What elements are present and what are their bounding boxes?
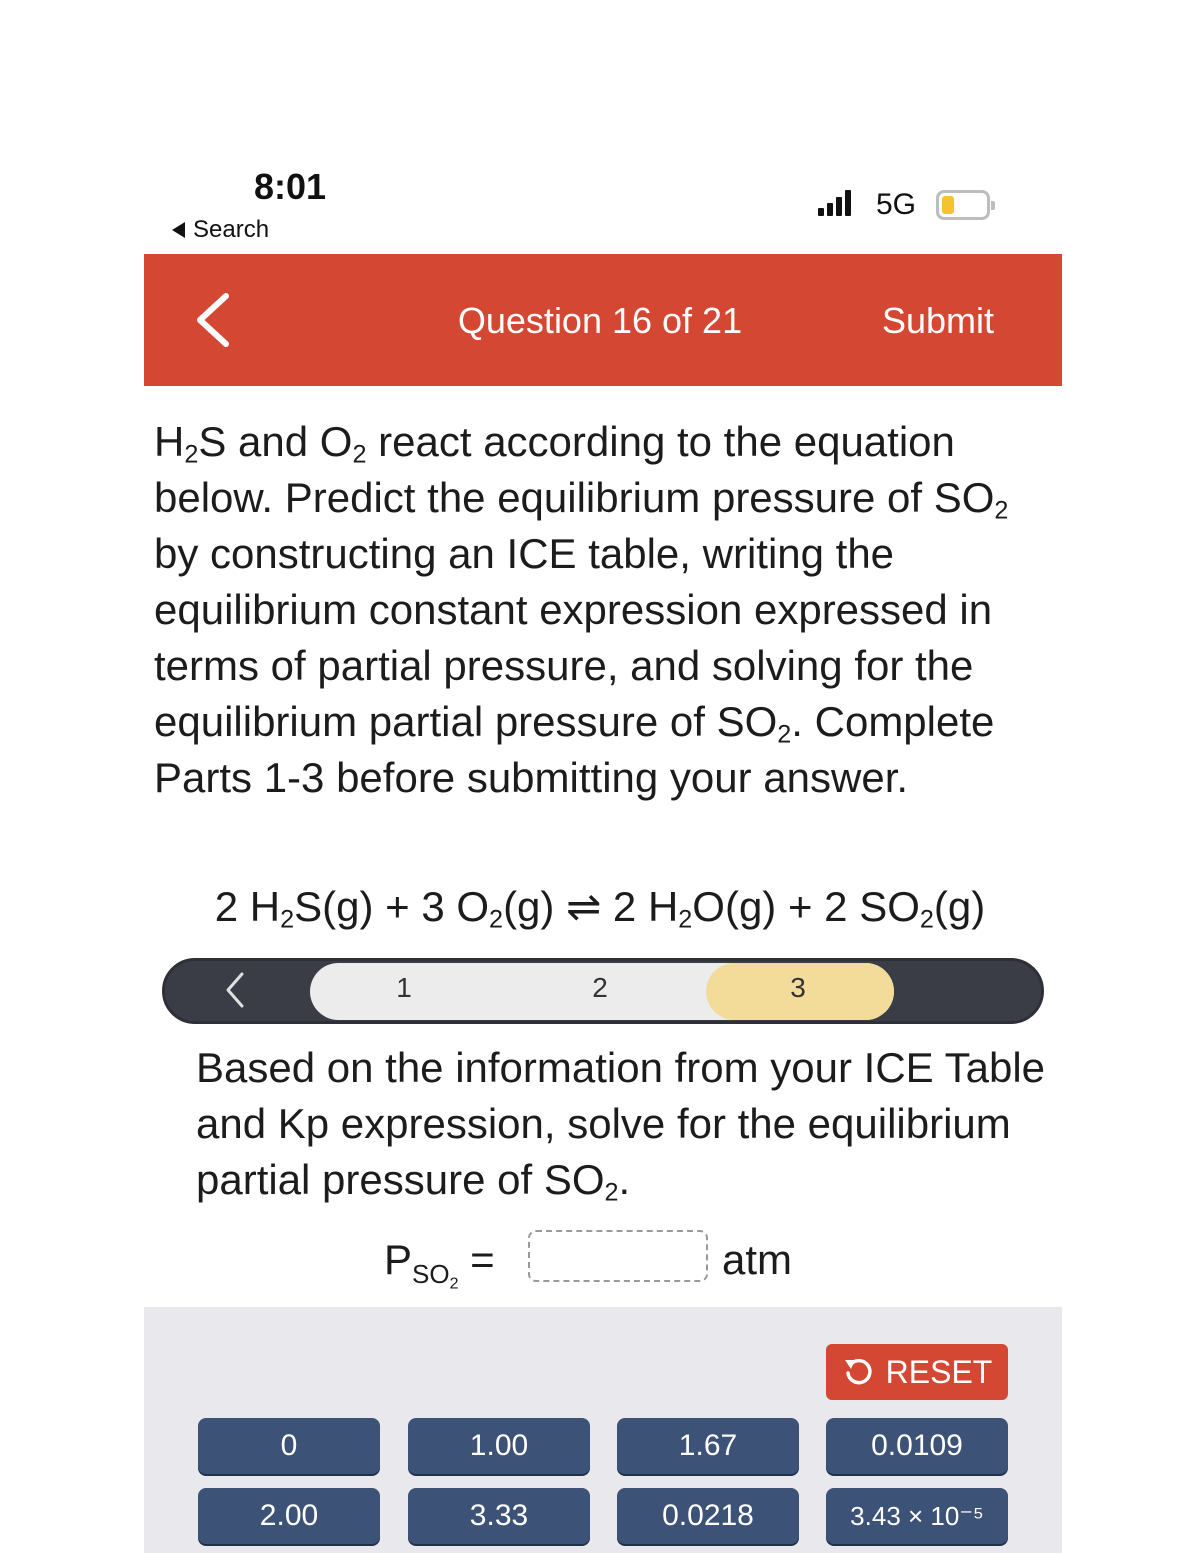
- tile-0-0109[interactable]: 0.0109: [826, 1418, 1008, 1474]
- reset-label: RESET: [885, 1353, 993, 1390]
- submit-button[interactable]: Submit: [882, 300, 995, 341]
- question-text: $H_2S$ and $O_2$ react according to the equation below. Predict the equilibrium pressure of $SO_2$ by constructing an ICE table, writing the equilibrium constant expression expressed in terms of partial pressure, and solving for the equilibrium partial pressure of $SO_2$. Complete Parts 1-3 before submitting your answer.: [154, 418, 1009, 801]
- tile-0[interactable]: 0: [198, 1418, 380, 1474]
- back-triangle-icon: [172, 222, 185, 238]
- reset-button[interactable]: [826, 1344, 1008, 1400]
- battery-icon: [936, 190, 990, 220]
- unit-label: atm: [722, 1236, 793, 1283]
- part-tab-1[interactable]: 1: [396, 972, 412, 1003]
- tile-1-67[interactable]: 1.67: [617, 1418, 799, 1474]
- previous-part-icon[interactable]: [220, 968, 250, 1012]
- tile-3-33[interactable]: 3.33: [408, 1488, 590, 1544]
- status-time: 8:01: [254, 166, 327, 207]
- tile-1-00[interactable]: 1.00: [408, 1418, 590, 1474]
- reset-icon: [842, 1355, 876, 1389]
- tile-2-00[interactable]: 2.00: [198, 1488, 380, 1544]
- answer-dropzone[interactable]: [528, 1230, 708, 1282]
- tile-3-43e-5[interactable]: 3.43 × 10⁻⁵: [826, 1488, 1008, 1544]
- network-type: 5G: [876, 188, 917, 221]
- signal-bars-icon: [818, 190, 851, 216]
- part-tab-3[interactable]: 3: [790, 972, 806, 1003]
- reaction-equation: 2 $H_2S(g) + 3$ $O_2(g)$ ⇌ 2 $H_2O(g) + 2$ $SO_2(g)$: [214, 883, 986, 934]
- back-app-label: Search: [193, 216, 270, 243]
- question-counter: Question 16 of 21: [457, 300, 743, 341]
- part-prompt: Based on the information from your ICE Table and Kp expression, solve for the equilibrium partial pressure of $SO_2$.: [196, 1044, 1046, 1207]
- back-to-search-link[interactable]: [172, 216, 269, 244]
- pressure-label: $P_{SO_2}$ =: [384, 1236, 495, 1293]
- part-tab-2[interactable]: 2: [592, 972, 608, 1003]
- tile-0-0218[interactable]: 0.0218: [617, 1488, 799, 1544]
